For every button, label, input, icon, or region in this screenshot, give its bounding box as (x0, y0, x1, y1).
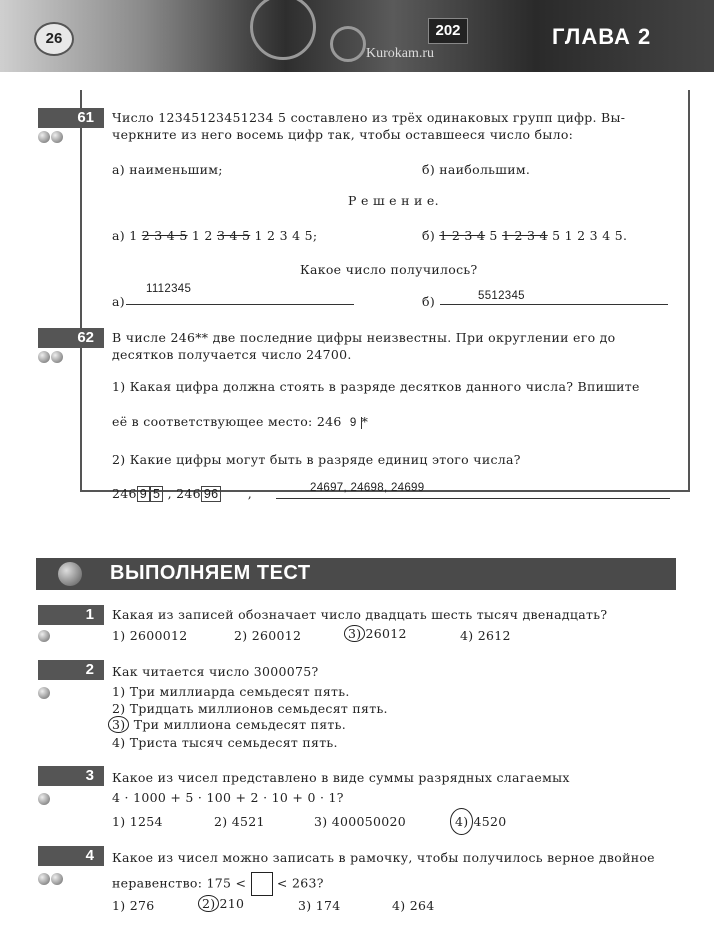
test-4-inequality (112, 872, 324, 896)
test-3-expression: 4 · 1000 + 5 · 100 + 2 · 10 + 0 · 1? (112, 790, 344, 805)
test-3-option-4[interactable] (450, 808, 506, 835)
difficulty-icon (38, 348, 64, 360)
test-1-option-2[interactable]: 2) 260012 (234, 628, 302, 643)
test-4-ineq-prefix: неравенство: 175 < (112, 875, 247, 891)
solution-a-label: а) 1 (112, 228, 138, 243)
task-62-text-2: десятков получается число 24700. (112, 347, 352, 362)
task-62-q2-comma: , (247, 486, 252, 501)
section-ball-icon (58, 562, 82, 586)
task-62-q1-answer: 9 (346, 417, 362, 429)
test-4-option-2[interactable] (198, 895, 244, 912)
test-1-option-1[interactable]: 1) 2600012 (112, 628, 188, 643)
test-1-option-4[interactable]: 4) 2612 (460, 628, 511, 643)
test-1-number: 1 (38, 605, 104, 625)
test-section-title: ВЫПОЛНЯЕМ ТЕСТ (110, 562, 311, 584)
task-62-q1-line1: 1) Какая цифра должна стоять в разряде десятков данного числа? Впишите (112, 379, 640, 394)
test-4-option-1[interactable]: 1) 276 (112, 898, 155, 913)
task-61-option-a: а) наименьшим; (112, 162, 223, 177)
difficulty-icon (38, 627, 51, 639)
task-62-q2-value: 24697, 24698, 24699 (310, 482, 425, 494)
test-3-option-3[interactable]: 3) 400050020 (314, 814, 406, 829)
solution-a-struck-2: 3 4 5 (216, 228, 251, 243)
test-3-option-2[interactable]: 2) 4521 (214, 814, 265, 829)
answer-box[interactable] (251, 872, 273, 896)
test-4-number: 4 (38, 846, 104, 866)
task-62-q2: 2) Какие цифры могут быть в разряде единиц этого числа? (112, 452, 521, 467)
task-61-text-1: Число 12345123451234 5 составлено из трёх одинаковых групп цифр. Вы- (112, 110, 626, 125)
task-62-text-1: В числе 246** две последние цифры неизвестны. При округлении его до (112, 330, 616, 345)
task-62-q2-sep: , 246 (167, 486, 201, 501)
task-62-number: 62 (38, 328, 104, 348)
task-62-q2-box-1: 9 (137, 486, 150, 502)
task-62-q2-prefix: 246 (112, 486, 137, 501)
difficulty-icon (38, 870, 64, 882)
test-2-option-3-marker: 3) (108, 716, 129, 733)
task-61-question: Какое число получилось? (300, 262, 478, 277)
test-1-option-3[interactable] (344, 625, 407, 642)
solution-heading: Р е ш е н и е. (348, 193, 439, 208)
solution-a (112, 228, 317, 243)
test-1-option-3-marker: 3) (344, 625, 365, 642)
test-2-option-3-value: Три миллиона семьдесят пять. (133, 717, 347, 732)
solution-a-struck-1: 2 3 4 5 (141, 228, 188, 243)
test-3-option-1[interactable]: 1) 1254 (112, 814, 163, 829)
test-3-option-4-marker: 4) (450, 808, 473, 835)
test-3-option-4-value: 4520 (473, 814, 507, 829)
solution-a-end: 1 2 3 4 5; (254, 228, 318, 243)
task-62-q2-box-3: 96 (201, 486, 222, 502)
solution-b-mid: 5 (489, 228, 498, 243)
test-2-question: Как читается число 3000075? (112, 664, 319, 679)
solution-a-mid: 1 2 (191, 228, 213, 243)
test-2-option-2[interactable]: 2) Тридцать миллионов семьдесят пять. (112, 701, 388, 716)
chapter-title: ГЛАВА 2 (552, 24, 652, 49)
solution-b-struck-1: 1 2 3 4 (439, 228, 486, 243)
task-61-number: 61 (38, 108, 104, 128)
answer-b-label: б) (422, 294, 436, 309)
watermark: Kurokam.ru (366, 46, 435, 61)
answer-a-label: а) (112, 294, 125, 309)
solution-b-struck-2: 1 2 3 4 (501, 228, 548, 243)
difficulty-icon (38, 128, 64, 140)
test-3-number: 3 (38, 766, 104, 786)
header-badge: 202 (428, 18, 468, 44)
task-61-option-b: б) наибольшим. (422, 162, 531, 177)
test-2-option-1[interactable]: 1) Три миллиарда семьдесят пять. (112, 684, 350, 699)
test-1-question: Какая из записей обозначает число двадцать шесть тысяч двенадцать? (112, 607, 608, 622)
solution-b (422, 228, 627, 243)
solution-b-end: 5 1 2 3 4 5. (552, 228, 628, 243)
test-2-option-3[interactable] (108, 716, 346, 733)
answer-a-value: 1112345 (146, 283, 192, 295)
task-62-q1-line2 (112, 414, 368, 429)
test-4-ineq-suffix: < 263? (276, 875, 324, 891)
test-4-question: Какое из чисел можно записать в рамочку, чтобы получилось верное двойное (112, 850, 655, 865)
answer-b-line (440, 304, 668, 305)
test-4-option-2-marker: 2) (198, 895, 219, 912)
task-62-q2-line (276, 498, 670, 499)
answer-b-value: 5512345 (478, 290, 525, 302)
page-number: 26 (34, 22, 74, 56)
task-61-text-2: черкните из него восемь цифр так, чтобы оставшееся число было: (112, 127, 574, 142)
test-4-option-2-value: 210 (219, 896, 245, 911)
task-62-q2-box-2: 5 (150, 486, 163, 502)
task-62-q2-answer-row (112, 486, 252, 502)
task-62-q1-text: её в соответствующее место: 246 (112, 414, 342, 429)
test-section-header (36, 558, 676, 590)
difficulty-icon (38, 684, 51, 696)
difficulty-icon (38, 790, 51, 802)
test-1-option-3-value: 26012 (365, 626, 407, 641)
answer-a-line (126, 304, 354, 305)
test-2-option-4[interactable]: 4) Триста тысяч семьдесят пять. (112, 735, 338, 750)
test-4-option-4[interactable]: 4) 264 (392, 898, 435, 913)
task-62-q1-suffix: * (361, 414, 369, 429)
test-2-number: 2 (38, 660, 104, 680)
solution-b-label: б) (422, 228, 436, 243)
gear-icon (330, 26, 366, 62)
page-header (0, 0, 714, 72)
test-4-option-3[interactable]: 3) 174 (298, 898, 341, 913)
test-3-question: Какое из чисел представлено в виде суммы разрядных слагаемых (112, 770, 570, 785)
